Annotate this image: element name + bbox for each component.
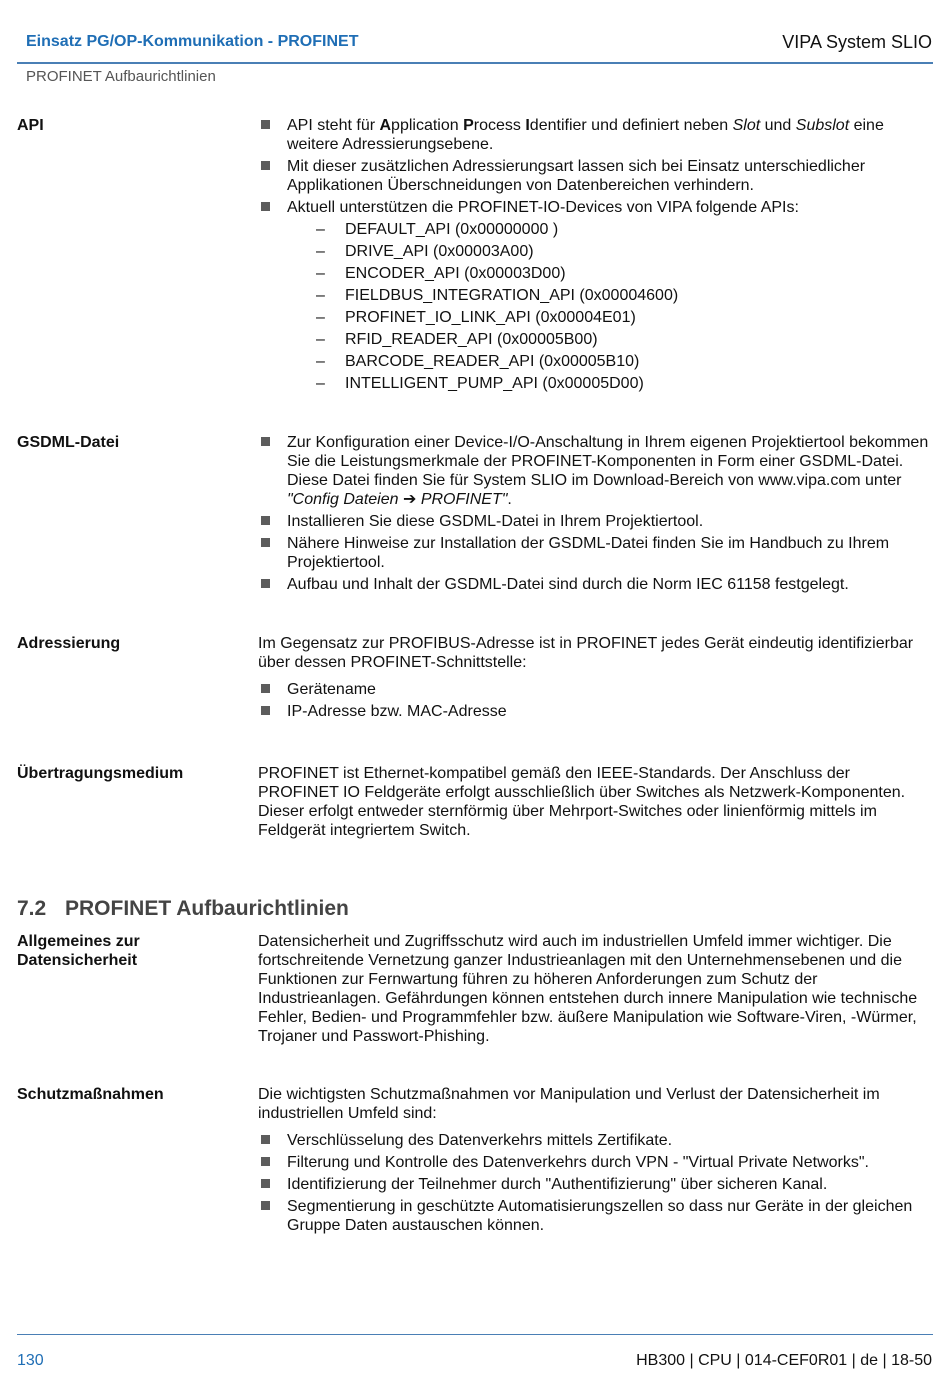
- chapter-heading: [17, 897, 349, 921]
- api-list-item: – DEFAULT_API (0x00000000 ): [287, 219, 933, 241]
- protection-label: Schutzmaßnahmen: [17, 1086, 164, 1103]
- api-list-item: – BARCODE_READER_API (0x00005B10): [287, 351, 933, 373]
- gsdml-label: GSDML-Datei: [17, 434, 120, 451]
- chapter-number: 7.2: [17, 897, 47, 920]
- data-security-text: Datensicherheit und Zugriffsschutz wird auch im industriellen Umfeld immer wichtiger. Die fortschreitende Vernetzung ganzer Industrieanlagen mit den Unternehmensebenen und die Funktionen zur Fernwartung führen zu höheren Anforderungen zum Schutz der Industrieanlagen. Gefährdungen können entstehen durch innere Manipulation wie technische Fehler, Bedien- und Programmfehler bzw. äußere Manipulation wie Software-Viren, -Würmer, Trojaner und Passwort-Phishing.: [258, 933, 918, 1045]
- addressing-text: Im Gegensatz zur PROFIBUS-Adresse ist in PROFINET jedes Gerät eindeutig identifizierbar über dessen PROFINET-Schnittstelle:: [258, 635, 914, 671]
- api-list: [287, 219, 933, 395]
- api-list-item: – ENCODER_API (0x00003D00): [287, 263, 933, 285]
- api-list-item: – INTELLIGENT_PUMP_API (0x00005D00): [287, 373, 933, 395]
- data-security-label: Allgemeines zur Datensicherheit: [17, 933, 140, 969]
- chapter-title: PROFINET Aufbaurichtlinien: [65, 897, 349, 920]
- gsdml-bullet-3: Nähere Hinweise zur Installation der GSDML-Datei finden Sie im Handbuch zu Ihrem Projektiertool.: [258, 534, 933, 572]
- api-bullet-1: API steht für Application Process Identifier und definiert neben Slot und Subslot eine weitere Adressierungsebene.: [258, 116, 933, 154]
- api-content: [258, 116, 933, 398]
- addressing-bullet-2: IP-Adresse bzw. MAC-Adresse: [258, 702, 933, 721]
- header-section-title: PROFINET Aufbaurichtlinien: [26, 68, 216, 85]
- page-number: 130: [17, 1352, 44, 1369]
- protection-bullet-4: Segmentierung in geschützte Automatisierungszellen so dass nur Geräte in der gleichen Gruppe Daten austauschen können.: [258, 1197, 933, 1235]
- api-bullet-2: Mit dieser zusätzlichen Adressierungsart lassen sich bei Einsatz unterschiedlicher Applikationen Überschneidungen von Datenbereichen verhindern.: [258, 157, 933, 195]
- protection-bullet-list: [258, 1131, 933, 1235]
- api-list-item: – FIELDBUS_INTEGRATION_API (0x00004600): [287, 285, 933, 307]
- gsdml-content: [258, 433, 933, 597]
- protection-bullet-3: Identifizierung der Teilnehmer durch "Authentifizierung" über sicheren Kanal.: [258, 1175, 933, 1194]
- medium-text: PROFINET ist Ethernet-kompatibel gemäß den IEEE-Standards. Der Anschluss der PROFINET IO Feldgeräte erfolgt ausschließlich über Switches als Netzwerk-Komponenten. Dieser erfolgt entweder sternförmig über Mehrport-Switches oder linienförmig mittels im Feldgerät integriertem Switch.: [258, 765, 906, 839]
- api-list-item: – PROFINET_IO_LINK_API (0x00004E01): [287, 307, 933, 329]
- gsdml-bullet-2: Installieren Sie diese GSDML-Datei in Ihrem Projektiertool.: [258, 512, 933, 531]
- addressing-label: Adressierung: [17, 635, 121, 652]
- api-list-item: – RFID_READER_API (0x00005B00): [287, 329, 933, 351]
- addressing-bullet-list: [258, 680, 933, 721]
- api-list-item: – DRIVE_API (0x00003A00): [287, 241, 933, 263]
- footer-divider: [17, 1334, 933, 1335]
- api-label: API: [17, 117, 44, 134]
- header-chapter-title: Einsatz PG/OP-Kommunikation - PROFINET: [26, 33, 359, 50]
- protection-bullet-1: Verschlüsselung des Datenverkehrs mittels Zertifikate.: [258, 1131, 933, 1150]
- header-product-name: VIPA System SLIO: [782, 32, 932, 52]
- header-divider: [17, 62, 933, 64]
- api-bullet-list: [258, 116, 933, 395]
- data-security-content: [258, 932, 933, 1054]
- arrow-right-icon: ➔: [402, 491, 417, 508]
- protection-content: [258, 1085, 933, 1238]
- gsdml-bullet-1: Zur Konfiguration einer Device-I/O-Anschaltung in Ihrem eigenen Projektiertool bekommen Sie die Leistungsmerkmale der PROFINET-Komponenten in Form einer GSDML-Datei. Diese Datei finden Sie für System SLIO im Download-Bereich von www.vipa.com unter "Config Dateien ➔ PROFINET".: [258, 433, 933, 509]
- api-bullet-3: Aktuell unterstützen die PROFINET-IO-Devices von VIPA folgende APIs: – DEFAULT_API (0x00000000 ) – DRIVE_API (0x00003A00) – ENCODER_API (0x00003D00) – FIELDBUS_INTEGRATION_API (0x00004600) – PROFINET_IO_LINK_API (0x00004E01) – RFID_READER_API (0x00005B00) – BARCODE_READER_API (0x00005B10) – INTELLIGENT_PUMP_API (0x00005D00): [258, 198, 933, 395]
- protection-bullet-2: Filterung und Kontrolle des Datenverkehrs durch VPN - "Virtual Private Networks".: [258, 1153, 933, 1172]
- medium-content: [258, 764, 933, 848]
- gsdml-bullet-4: Aufbau und Inhalt der GSDML-Datei sind durch die Norm IEC 61158 festgelegt.: [258, 575, 933, 594]
- protection-text: Die wichtigsten Schutzmaßnahmen vor Manipulation und Verlust der Datensicherheit im industriellen Umfeld sind:: [258, 1086, 880, 1122]
- document-reference: HB300 | CPU | 014-CEF0R01 | de | 18-50: [636, 1352, 932, 1369]
- addressing-content: [258, 634, 933, 724]
- medium-label: Übertragungsmedium: [17, 765, 184, 782]
- gsdml-bullet-list: [258, 433, 933, 594]
- addressing-bullet-1: Gerätename: [258, 680, 933, 699]
